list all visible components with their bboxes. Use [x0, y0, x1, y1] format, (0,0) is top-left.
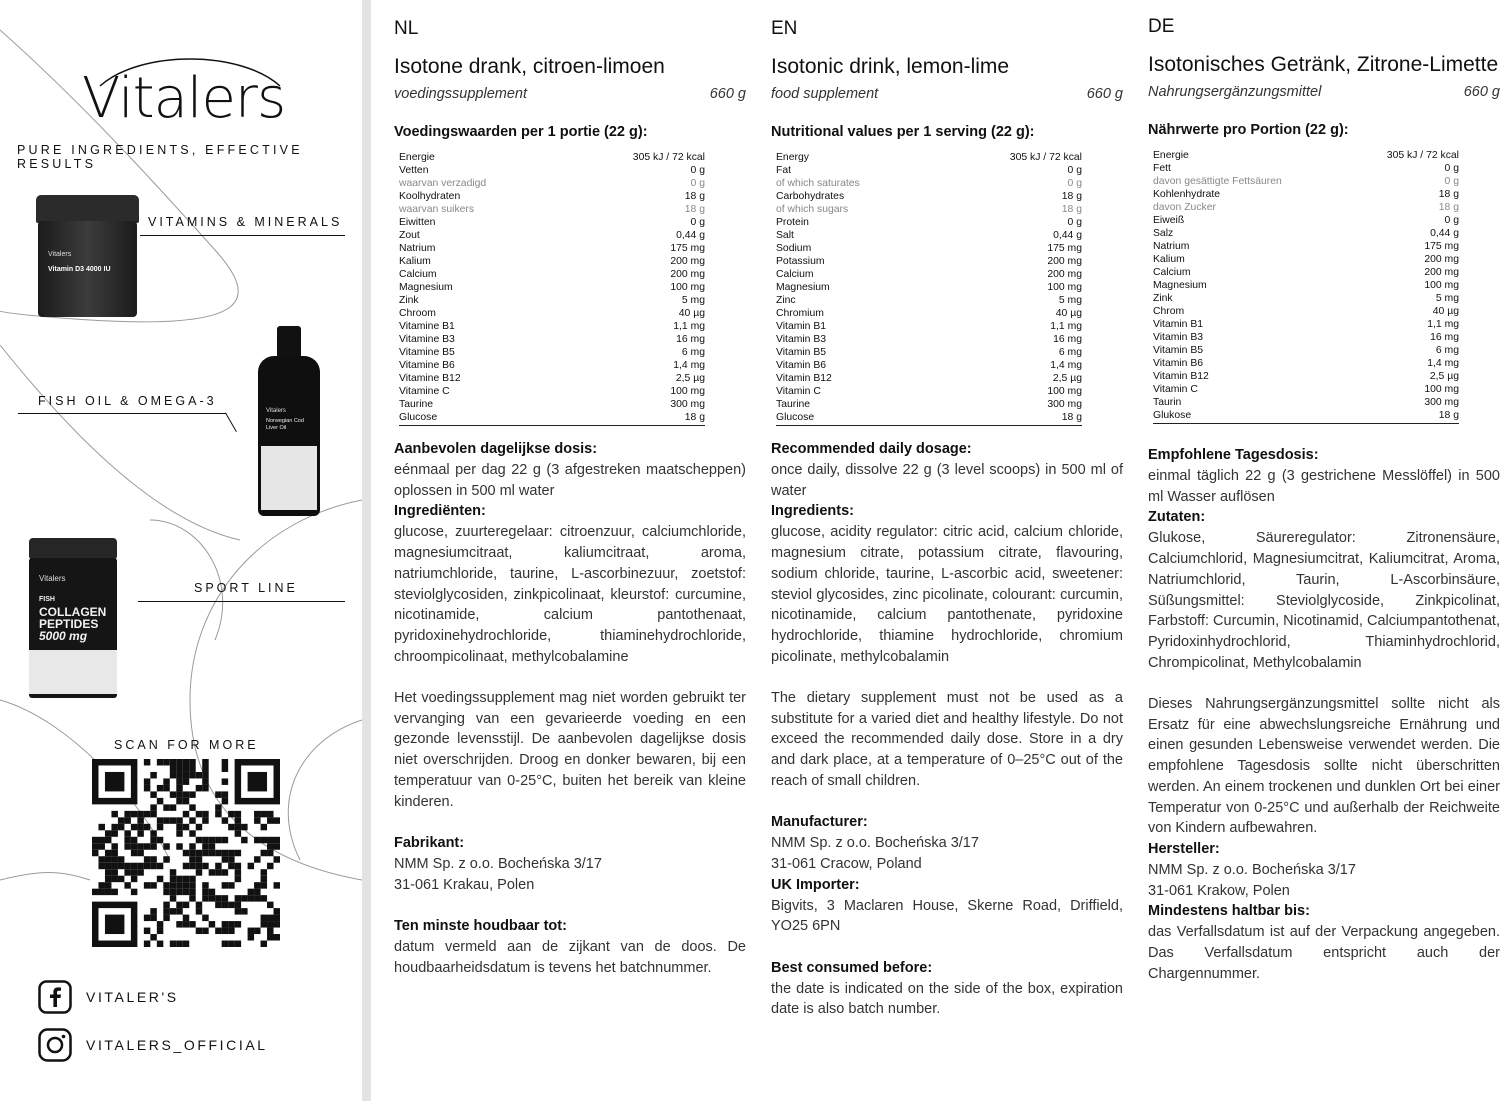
nutrient-name: Vitamin B12 — [776, 373, 832, 384]
nutrient-name: Chromium — [776, 308, 824, 319]
nutrient-name: Energie — [399, 152, 435, 163]
nutrient-value: 2,5 µg — [1429, 371, 1459, 382]
dosage-text: eénmaal per dag 22 g (3 afgestreken maatscheppen) oplossen in 500 ml water — [394, 462, 746, 499]
nutrient-value: 175 mg — [1424, 241, 1459, 252]
nutrition-row — [1153, 266, 1459, 279]
nutrition-row — [776, 346, 1082, 359]
nutrient-value: 0 g — [1444, 215, 1459, 226]
nutrition-row — [1153, 188, 1459, 201]
product-title: Isotone drank, citroen-limoen — [394, 55, 665, 78]
nutrient-value: 200 mg — [1047, 256, 1082, 267]
nutrition-table — [1153, 149, 1459, 424]
nutrient-value: 200 mg — [670, 269, 705, 280]
nutrient-value: 0,44 g — [676, 230, 705, 241]
nutrition-row — [399, 255, 705, 268]
nutrient-value: 6 mg — [1058, 347, 1082, 358]
product-type: voedingssupplement — [394, 86, 528, 102]
nutrition-row — [776, 281, 1082, 294]
nutrient-value: 175 mg — [670, 243, 705, 254]
nutrient-name: Chroom — [399, 308, 436, 319]
nutrient-value: 16 mg — [1430, 332, 1459, 343]
nutrition-row — [399, 151, 705, 164]
nutrient-value: 18 g — [1061, 204, 1082, 215]
subtitle-row — [771, 86, 1123, 102]
warning-text: Het voedingssupplement mag niet worden gebruikt ter vervanging van een gevarieerde voeding en een gezonde levensstijl. De aanbevolen dagelijkse dosis niet overschrijden. Droog en donker bewaren, bij een temperatuur van 0-25°C, buiten het bereik van kleine kinderen. — [394, 690, 746, 810]
nutrient-name: Calcium — [399, 269, 437, 280]
nutrient-value: 0 g — [1444, 176, 1459, 187]
importer-text: Bigvits, 3 Maclaren House, Skerne Road, Driffield, YO25 6PN — [771, 897, 1123, 935]
nutrition-heading: Nährwerte pro Portion (22 g): — [1148, 122, 1349, 138]
nutrient-value: 305 kJ / 72 kcal — [632, 152, 705, 163]
nutrition-row — [776, 359, 1082, 372]
nutrient-name: Vitamin B3 — [776, 334, 827, 345]
nutrition-row — [399, 190, 705, 203]
nutrient-name: Magnesium — [399, 282, 453, 293]
nutrient-value: 40 µg — [1055, 308, 1082, 319]
nutrition-row — [399, 346, 705, 359]
nutrient-value: 200 mg — [1047, 269, 1082, 280]
nutrient-name: Vitamin B12 — [1153, 371, 1209, 382]
nutrient-value: 100 mg — [1047, 386, 1082, 397]
nutrient-name: Zink — [399, 295, 419, 306]
best-before-text: datum vermeld aan de zijkant van de doos. De houdbaarheidsdatum is tevens het batchnummer. — [394, 939, 746, 976]
nutrient-value: 6 mg — [681, 347, 705, 358]
ingredients-heading: Ingrediënten: — [394, 503, 486, 520]
tub-line-4: 5000 mg — [39, 629, 88, 643]
net-weight: 660 g — [1086, 86, 1123, 102]
nutrition-row — [1153, 396, 1459, 409]
nutrition-row — [1153, 318, 1459, 331]
nutrient-name: Vitamin B6 — [776, 360, 827, 371]
tub-line-1: FISH — [39, 596, 55, 603]
nutrient-name: Magnesium — [776, 282, 830, 293]
dosage-text: einmal täglich 22 g (3 gestrichene Messlöffel) in 500 ml Wasser auflösen — [1148, 468, 1500, 505]
nutrient-value: 300 mg — [670, 399, 705, 410]
nutrition-row — [1153, 383, 1459, 396]
nutrient-value: 18 g — [684, 204, 705, 215]
instagram-handle: VITALERS_OFFICIAL — [86, 1037, 268, 1053]
nutrient-name: Vitamine B5 — [399, 347, 455, 358]
nutrition-row — [399, 177, 705, 190]
nutrient-value: 18 g — [684, 191, 705, 202]
nutrient-name: Taurine — [399, 399, 434, 410]
jar-product-name: Vitamin D3 4000 IU — [48, 266, 111, 273]
ingredients-heading: Zutaten: — [1148, 509, 1206, 526]
nutrient-name: Kalium — [399, 256, 431, 267]
product-cod-liver-oil-bottle — [258, 326, 320, 516]
manufacturer-line-2: 31-061 Krakow, Polen — [1148, 882, 1290, 899]
nutrient-name: Natrium — [1153, 241, 1190, 252]
nutrition-row — [399, 294, 705, 307]
nutrient-name: waarvan suikers — [399, 204, 475, 215]
nutrient-name: Glukose — [1153, 410, 1192, 421]
nutrition-row — [1153, 253, 1459, 266]
nutrition-row — [399, 333, 705, 346]
nutrition-row — [776, 216, 1082, 229]
nutrition-row — [776, 333, 1082, 346]
nutrient-value: 100 mg — [1424, 384, 1459, 395]
nutrition-row — [399, 242, 705, 255]
nutrient-value: 5 mg — [1435, 293, 1459, 304]
product-vitamin-d3-jar — [36, 195, 139, 317]
nutrient-value: 18 g — [1061, 191, 1082, 202]
nutrient-name: Kohlenhydrate — [1153, 189, 1221, 200]
sidebar-divider — [362, 0, 371, 1101]
importer-heading: UK Importer: — [771, 876, 860, 893]
jar-brand: Vitalers — [48, 251, 72, 258]
nutrient-value: 1,1 mg — [1050, 321, 1082, 332]
nutrition-row — [776, 385, 1082, 398]
social-facebook[interactable] — [38, 980, 179, 1014]
nutrition-row — [776, 294, 1082, 307]
dosage-heading: Empfohlene Tagesdosis: — [1148, 447, 1319, 463]
scan-for-more-label: SCAN FOR MORE — [114, 738, 259, 752]
dosage-heading: Aanbevolen dagelijkse dosis: — [394, 441, 598, 457]
dosage-text: once daily, dissolve 22 g (3 level scoops) in 500 ml of water — [771, 462, 1123, 499]
column-en — [771, 0, 1123, 1020]
nutrient-value: 18 g — [1438, 189, 1459, 200]
subtitle-row — [1148, 84, 1500, 100]
nutrition-row — [399, 216, 705, 229]
nutrient-name: Natrium — [399, 243, 436, 254]
nutrition-row — [776, 398, 1082, 411]
best-before-heading: Best consumed before: — [771, 959, 933, 976]
column-nl — [394, 0, 746, 978]
nutrient-value: 200 mg — [1424, 254, 1459, 265]
nutrient-value: 100 mg — [1424, 280, 1459, 291]
nutrient-value: 175 mg — [1047, 243, 1082, 254]
nutrient-name: Vitamine B6 — [399, 360, 455, 371]
ingredients-text: Glukose, Säureregulator: Zitronensäure, Calciumchlorid, Magnesiumcitrat, Kaliumcitrat, Aroma, Natriumchlorid, Taurin, L-Ascorbinsäure, Süßungsmittel: Steviolglycoside, Zinkpicolinat, Farbstoff: Curcumin, Nicotinamid, Calciumpantothenat, Pyridoxinhydrochlorid, Thiaminhydrochlorid, Chrompicolinat, Methylcobalamin — [1148, 530, 1500, 671]
nutrient-name: davon gesättigte Fettsäuren — [1153, 176, 1282, 187]
nutrient-name: Eiweiß — [1153, 215, 1185, 226]
manufacturer-heading: Fabrikant: — [394, 834, 465, 851]
nutrient-value: 6 mg — [1435, 345, 1459, 356]
nutrient-name: Sodium — [776, 243, 812, 254]
nutrient-value: 100 mg — [1047, 282, 1082, 293]
nutrition-row — [399, 307, 705, 320]
nutrient-name: Vitamin B3 — [1153, 332, 1204, 343]
net-weight: 660 g — [709, 86, 746, 102]
nutrition-row — [776, 164, 1082, 177]
language-code: NL — [394, 18, 419, 39]
nutrient-value: 1,4 mg — [673, 360, 705, 371]
nutrient-value: 300 mg — [1047, 399, 1082, 410]
nutrient-value: 200 mg — [1424, 267, 1459, 278]
nutrient-name: Carbohydrates — [776, 191, 845, 202]
instagram-icon — [38, 1028, 72, 1062]
nutrient-name: Energie — [1153, 150, 1189, 161]
nutrient-value: 0 g — [1444, 163, 1459, 174]
nutrition-row — [1153, 370, 1459, 383]
nutrient-name: Vitamin B5 — [776, 347, 827, 358]
nutrition-row — [776, 307, 1082, 320]
nutrient-name: Zinc — [776, 295, 796, 306]
nutrient-value: 0,44 g — [1053, 230, 1082, 241]
nutrient-value: 5 mg — [1058, 295, 1082, 306]
manufacturer-heading: Hersteller: — [1148, 840, 1220, 857]
nutrition-row — [399, 320, 705, 333]
nutrient-name: Vitamine B3 — [399, 334, 455, 345]
nutrition-row — [399, 359, 705, 372]
nutrient-name: davon Zucker — [1153, 202, 1216, 213]
product-type: Nahrungsergänzungsmittel — [1148, 84, 1322, 100]
warning-text: Dieses Nahrungsergänzungsmittel sollte nicht als Ersatz für eine abwechslungsreiche Ernährung und einen gesunden Lebensweise verwendet werden. Die empfohlene Tagesdosis sollte nicht überschritten werden. An einem trockenen und dunklen Ort bei einer Temperatur von 0-25°C und außerhalb der Reichweite von Kindern aufbewahren. — [1148, 696, 1500, 837]
qr-code[interactable] — [92, 759, 280, 947]
nutrient-name: Vitamine B12 — [399, 373, 461, 384]
nutrient-value: 2,5 µg — [1052, 373, 1082, 384]
nutrition-row — [399, 229, 705, 242]
ingredients-heading: Ingredients: — [771, 503, 854, 520]
nutrient-value: 1,1 mg — [1427, 319, 1459, 330]
best-before-text: the date is indicated on the side of the box, expiration date is also batch number. — [771, 980, 1123, 1018]
nutrient-value: 1,4 mg — [1427, 358, 1459, 369]
category-sport-line[interactable]: SPORT LINE — [194, 581, 298, 595]
nutrition-row — [1153, 279, 1459, 292]
nutrient-name: Fat — [776, 165, 792, 176]
best-before-heading: Mindestens haltbar bis: — [1148, 903, 1310, 920]
nutrient-name: Vitamin B5 — [1153, 345, 1204, 356]
social-instagram[interactable] — [38, 1028, 268, 1062]
category-fish-oil-omega-3[interactable]: FISH OIL & OMEGA-3 — [38, 394, 217, 408]
nutrient-value: 0 g — [1067, 165, 1082, 176]
facebook-icon — [38, 980, 72, 1014]
nutrition-heading: Voedingswaarden per 1 portie (22 g): — [394, 124, 648, 140]
column-de — [1148, 0, 1500, 984]
nutrient-value: 0 g — [690, 178, 705, 189]
nutrient-value: 100 mg — [670, 282, 705, 293]
nutrient-value: 16 mg — [1053, 334, 1082, 345]
subtitle-row — [394, 86, 746, 102]
nutrient-name: Fett — [1153, 163, 1171, 174]
nutrient-value: 40 µg — [678, 308, 705, 319]
nutrient-name: Calcium — [776, 269, 814, 280]
nutrition-row — [776, 255, 1082, 268]
nutrient-name: of which sugars — [776, 204, 849, 215]
nutrient-name: Protein — [776, 217, 809, 228]
nutrition-row — [399, 411, 705, 424]
net-weight: 660 g — [1463, 84, 1500, 100]
nutrient-name: Vitamin C — [1153, 384, 1198, 395]
manufacturer-line-1: NMM Sp. z o.o. Bocheńska 3/17 — [1148, 861, 1356, 878]
nutrient-value: 100 mg — [670, 386, 705, 397]
tub-line-2: COLLAGEN — [39, 605, 107, 619]
nutrition-row — [776, 372, 1082, 385]
nutrient-value: 0 g — [1067, 217, 1082, 228]
nutrition-row — [1153, 175, 1459, 188]
category-underline — [140, 235, 345, 236]
language-code: DE — [1148, 16, 1175, 37]
manufacturer-line-2: 31-061 Krakau, Polen — [394, 876, 535, 893]
category-vitamins-minerals[interactable]: VITAMINS & MINERALS — [148, 215, 343, 229]
nutrition-row — [1153, 292, 1459, 305]
dosage-heading: Recommended daily dosage: — [771, 441, 972, 457]
nutrition-row — [1153, 149, 1459, 162]
nutrient-value: 300 mg — [1424, 397, 1459, 408]
nutrient-name: Magnesium — [1153, 280, 1207, 291]
nutrient-name: waarvan verzadigd — [399, 178, 487, 189]
ingredients-text: glucose, acidity regulator: citric acid, calcium chloride, magnesium citrate, potassium citrate, flavouring, sodium chloride, taurine, L-ascorbic acid, sweetener: steviol glycosides, zinc picolinate, colourant: curcumin, nicotinamide, calcium pantothenate, pyridoxine hydrochloride, thiamine hydrochloride, chromium picolinate, methylcobalamin — [771, 524, 1123, 665]
nutrient-value: 0 g — [690, 165, 705, 176]
nutrient-value: 1,1 mg — [673, 321, 705, 332]
manufacturer-heading: Manufacturer: — [771, 814, 868, 831]
nutrient-value: 16 mg — [676, 334, 705, 345]
nutrition-table — [399, 151, 705, 426]
nutrition-row — [1153, 201, 1459, 214]
nutrient-name: Vitamine C — [399, 386, 450, 397]
nutrition-row — [399, 385, 705, 398]
product-title: Isotonic drink, lemon-lime — [771, 55, 1010, 78]
nutrition-row — [776, 268, 1082, 281]
nutrition-row — [776, 320, 1082, 333]
brand-tagline: PURE INGREDIENTS, EFFECTIVE RESULTS — [17, 143, 303, 171]
nutrition-row — [1153, 305, 1459, 318]
nutrient-name: Salt — [776, 230, 794, 241]
nutrition-row — [399, 268, 705, 281]
nutrition-row — [1153, 240, 1459, 253]
nutrient-value: 0 g — [690, 217, 705, 228]
nutrition-heading: Nutritional values per 1 serving (22 g): — [771, 124, 1035, 140]
nutrient-name: Vetten — [399, 165, 429, 176]
nutrition-row — [399, 164, 705, 177]
nutrition-row — [776, 190, 1082, 203]
nutrition-row — [776, 151, 1082, 164]
nutrient-name: Vitamin C — [776, 386, 821, 397]
nutrient-name: Taurin — [1153, 397, 1182, 408]
nutrient-value: 1,4 mg — [1050, 360, 1082, 371]
manufacturer-line-1: NMM Sp. z o.o. Bocheńska 3/17 — [394, 855, 602, 872]
nutrient-value: 18 g — [1438, 410, 1459, 421]
bottle-brand: Vitalers — [266, 408, 286, 414]
brand-logo: Vitalers — [82, 66, 286, 131]
nutrient-value: 305 kJ / 72 kcal — [1386, 150, 1459, 161]
nutrient-name: Eiwitten — [399, 217, 436, 228]
nutrient-name: Kalium — [1153, 254, 1185, 265]
nutrition-row — [776, 203, 1082, 216]
product-type: food supplement — [771, 86, 879, 102]
nutrient-value: 18 g — [1438, 202, 1459, 213]
nutrient-value: 18 g — [1061, 412, 1082, 423]
nutrient-value: 305 kJ / 72 kcal — [1009, 152, 1082, 163]
nutrition-row — [399, 203, 705, 216]
nutrition-row — [399, 372, 705, 385]
warning-text: The dietary supplement must not be used as a substitute for a varied diet and healthy lifestyle. Do not exceed the recommended daily dose. Store in a dry and dark place, at a temperature of 0–25°C out of the reach of small children. — [771, 690, 1123, 789]
nutrient-value: 200 mg — [670, 256, 705, 267]
nutrition-row — [1153, 214, 1459, 227]
nutrient-value: 0 g — [1067, 178, 1082, 189]
manufacturer-line-1: NMM Sp. z o.o. Bocheńska 3/17 — [771, 835, 979, 852]
nutrient-name: Vitamin B1 — [1153, 319, 1204, 330]
nutrient-name: Zout — [399, 230, 420, 241]
nutrition-row — [399, 281, 705, 294]
nutrient-name: Calcium — [1153, 267, 1191, 278]
nutrient-name: Taurine — [776, 399, 811, 410]
nutrition-row — [1153, 409, 1459, 422]
nutrient-value: 2,5 µg — [675, 373, 705, 384]
nutrition-table — [776, 151, 1082, 426]
nutrition-row — [776, 411, 1082, 424]
nutrient-value: 18 g — [684, 412, 705, 423]
bottle-product-name: Norwegian Cod Liver Oil — [266, 418, 304, 431]
logo-arc — [90, 48, 290, 88]
nutrition-row — [776, 229, 1082, 242]
nutrition-row — [1153, 162, 1459, 175]
facebook-handle: VITALER'S — [86, 989, 179, 1005]
nutrient-name: Vitamin B1 — [776, 321, 827, 332]
tub-brand: Vitalers — [39, 574, 66, 583]
manufacturer-line-2: 31-061 Cracow, Poland — [771, 855, 922, 872]
tub-line-3: PEPTIDES — [39, 617, 99, 631]
product-collagen-tub — [29, 538, 117, 698]
nutrient-name: Chrom — [1153, 306, 1185, 317]
nutrient-name: Glucose — [399, 412, 438, 423]
nutrient-name: Energy — [776, 152, 809, 163]
nutrient-name: Salz — [1153, 228, 1174, 239]
nutrient-value: 5 mg — [681, 295, 705, 306]
nutrition-row — [776, 242, 1082, 255]
nutrient-value: 0,44 g — [1430, 228, 1459, 239]
nutrition-row — [1153, 357, 1459, 370]
nutrient-name: Vitamine B1 — [399, 321, 455, 332]
nutrition-row — [1153, 344, 1459, 357]
nutrient-name: Potassium — [776, 256, 825, 267]
nutrition-row — [1153, 331, 1459, 344]
nutrient-name: Glucose — [776, 412, 815, 423]
ingredients-text: glucose, zuurteregelaar: citroenzuur, calciumchloride, magnesiumcitraat, kaliumcitraat, aroma, natriumchloride, taurine, L-ascorbinezuur, zoetstof: steviolglycosiden, zinkpicolinaat, kleurstof: curcumine, nicotinamide, calcium pantothenaat, pyridoxinehydrochloride, thiaminehydrochloride, chroompicolinaat, methylcobalamine — [394, 524, 746, 665]
nutrient-name: Zink — [1153, 293, 1173, 304]
nutrition-row — [399, 398, 705, 411]
best-before-heading: Ten minste houdbaar tot: — [394, 918, 567, 935]
nutrient-name: of which saturates — [776, 178, 860, 189]
nutrition-row — [776, 177, 1082, 190]
category-underline — [138, 601, 345, 602]
category-underline — [18, 413, 226, 414]
nutrition-row — [1153, 227, 1459, 240]
product-title: Isotonisches Getränk, Zitrone-Limette — [1148, 53, 1499, 76]
best-before-text: das Verfallsdatum ist auf der Verpackung angegeben. Das Verfallsdatum entspricht auch der Chargennummer. — [1148, 924, 1500, 982]
nutrient-name: Koolhydraten — [399, 191, 461, 202]
nutrient-value: 40 µg — [1432, 306, 1459, 317]
nutrient-name: Vitamin B6 — [1153, 358, 1204, 369]
language-code: EN — [771, 18, 798, 39]
brand-sidebar — [0, 0, 362, 1101]
